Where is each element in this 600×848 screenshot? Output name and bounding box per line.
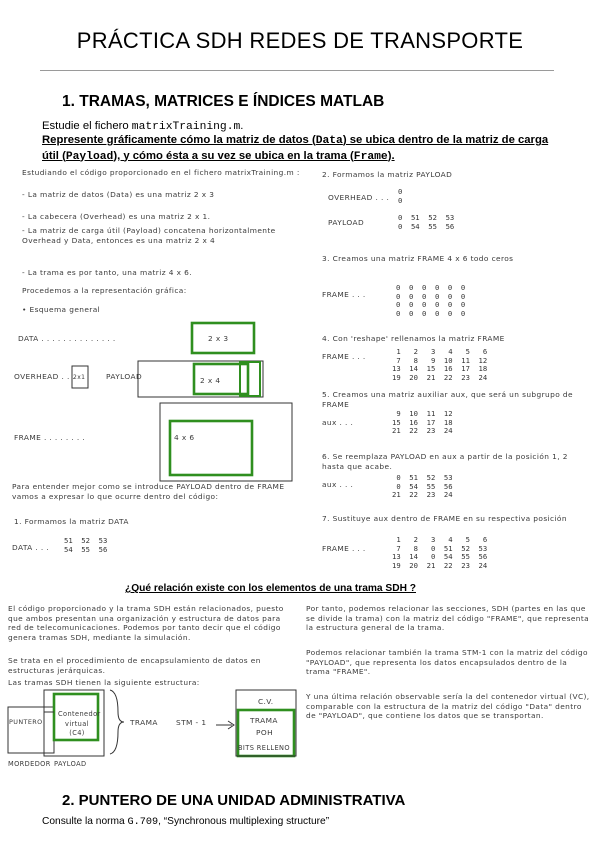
matrix-aux2: 0 51 52 53 0 54 55 56 21 22 23 24: [392, 473, 453, 500]
answer-left-p2: Se trata en el procedimiento de encapsulamiento de datos en estructuras jerárquicas.: [8, 656, 261, 675]
intro-prefix: Estudie el fichero: [42, 120, 132, 132]
sdh-poh-label: POH: [256, 728, 274, 737]
q1-code-data: Data: [315, 135, 343, 147]
matrix-overhead-label: OVERHEAD . . .: [328, 193, 390, 202]
notes-right-s2: 2. Formamos la matriz PAYLOAD: [322, 170, 453, 179]
q1-part4: ).: [387, 149, 395, 162]
notes-right-s3: 3. Creamos una matriz FRAME 4 x 6 todo ceros: [322, 254, 514, 263]
sdh-contenedor-label: Contenedor virtual (C4): [58, 710, 101, 737]
matrix-data: 51 52 53 54 55 56: [64, 536, 108, 554]
notes-left-p4: Para entender mejor como se introduce PAYLOAD dentro de FRAME vamos a expresar lo que ocurre dentro del código:: [12, 482, 285, 501]
consult-line: [42, 816, 329, 828]
notes-left-p5: 1. Formamos la matriz DATA: [14, 517, 129, 526]
sdh-stm-label: STM - 1: [176, 718, 207, 727]
matrix-frame-final-label: FRAME . . .: [322, 544, 366, 553]
notes-left-p1: Estudiando el código proporcionado en el fichero matrixTraining.m :: [22, 168, 300, 177]
sdh-trama-box-label: TRAMA: [250, 716, 278, 725]
notes-left-b3: - La matriz de carga útil (Payload) concatena horizontalmente Overhead y Data, entonces es una matriz 2 x 4: [22, 226, 276, 245]
notes-left-p2: Procedemos a la representación gráfica:: [22, 286, 187, 295]
consult-prefix: Consulte la norma: [42, 816, 128, 827]
data-label: DATA . . . . . . . . . . . . . .: [18, 334, 116, 343]
q1-code-payload: Payload: [65, 150, 114, 163]
sdh-trama-label: TRAMA: [130, 718, 158, 727]
answer-right-p2: Podemos relacionar también la trama STM-1 con la matriz del código "PAYLOAD", que representa los datos encapsulados dentro de la trama "FRAME".: [306, 648, 588, 676]
matrix-data-label: DATA . . .: [12, 543, 50, 552]
page-title: PRÁCTICA SDH REDES DE TRANSPORTE: [76, 28, 524, 53]
q1-code-frame: Frame: [353, 150, 388, 163]
answer-left-p3: Las tramas SDH tienen la siguiente estructura:: [8, 678, 200, 687]
sdh-brace: [110, 690, 124, 754]
consult-suffix: , “Synchronous multiplexing structure”: [158, 816, 330, 827]
answer-right-p1: Por tanto, podemos relacionar las secciones, SDH (partes en las que se divide la trama) con la matriz del código "FRAME", que representa la estructura general de la trama.: [306, 604, 590, 632]
matrix-frame-filled: 1 2 3 4 5 6 7 8 9 10 11 12 13 14 15 16 17 18 19 20 21 22 23 24: [392, 347, 488, 382]
notes-left-p3: • Esquema general: [22, 305, 101, 314]
q1-part1: Represente gráficamente cómo la matriz de datos (: [42, 134, 316, 146]
sdh-cv-label: C.V.: [258, 697, 274, 706]
sdh-footer-left: MORDEDOR: [8, 760, 51, 768]
q1-part2: ) se ubica dentro de la matriz de carga útil (: [42, 134, 549, 162]
matrix-aux: 9 10 11 12 15 16 17 18 21 22 23 24: [392, 409, 453, 436]
intro-suffix: .: [240, 120, 244, 132]
sdh-puntero-box: [8, 707, 54, 753]
intro-filename: matrixTraining.m: [131, 121, 241, 133]
frame-payload-box: [170, 421, 252, 475]
matrix-frame-filled-label: FRAME . . .: [322, 352, 366, 361]
answer-left-p1: El código proporcionado y la trama SDH están relacionados, puesto que ambos presentan una organización y estructura de datos para red de telecomunicaciones. Podemos por tanto decir que el código genera tramas SDH, mediante la simulación.: [8, 604, 284, 642]
payload-highlight: [240, 362, 260, 396]
answer-right-p3: Y una última relación observable sería la del contenedor virtual (VC), comparable con la estructura de la matriz del código "Data" dentro de "PAYLOAD", que contiene los datos que se transportan.: [306, 692, 590, 720]
sdh-bits-label: BITS RELLENO: [238, 744, 290, 752]
notes-right-s5: 5. Creamos una matriz auxiliar aux, que será un subgrupo de FRAME: [322, 390, 573, 409]
matrix-frame-zero: 0 0 0 0 0 0 0 0 0 0 0 0 0 0 0 0 0 0 0 0 0 0 0 0: [396, 283, 466, 318]
matrix-aux-label: aux . . .: [322, 418, 354, 427]
overhead-label: OVERHEAD . . .: [14, 372, 76, 381]
question-2: ¿Qué relación existe con los elementos de una trama SDH ?: [125, 583, 416, 594]
notes-right-s6: 6. Se reemplaza PAYLOAD en aux a partir de la posición 1, 2 hasta que acabe.: [322, 452, 568, 471]
matrix-payload: 0 51 52 53 0 54 55 56: [398, 213, 455, 231]
sdh-footer-right: PAYLOAD: [54, 760, 87, 768]
matrix-frame-final: 1 2 3 4 5 6 7 8 0 51 52 53 13 14 0 54 55 56 19 20 21 22 23 24: [392, 535, 488, 570]
consult-code: G.709: [127, 817, 159, 828]
notes-left-b2: - La cabecera (Overhead) es una matriz 2 x 1.: [22, 212, 211, 221]
matrix-frame-zero-label: FRAME . . .: [322, 290, 366, 299]
section2-heading: 2. PUNTERO DE UNA UNIDAD ADMINISTRATIVA: [62, 792, 406, 809]
payload-label: PAYLOAD: [106, 372, 143, 381]
overhead-dim: 2x1: [73, 374, 86, 381]
notes-left-b4: - La trama es por tanto, una matriz 4 x 6.: [22, 268, 192, 277]
matrix-payload-label: PAYLOAD: [328, 218, 365, 227]
data-dim: 2 x 3: [208, 334, 229, 343]
q1-part3: ), y cómo ésta a su vez se ubica en la trama (: [113, 149, 354, 162]
section1-heading: 1. TRAMAS, MATRICES E ÍNDICES MATLAB: [62, 93, 385, 110]
matrix-aux2-label: aux . . .: [322, 480, 354, 489]
matrix-overhead: 0 0: [398, 187, 403, 205]
notes-left-b1: - La matriz de datos (Data) es una matriz 2 x 3: [22, 190, 215, 199]
payload-dim: 2 x 4: [200, 376, 221, 385]
frame-dim: 4 x 6: [174, 433, 195, 442]
notes-right-s4: 4. Con 'reshape' rellenamos la matriz FRAME: [322, 334, 505, 343]
sdh-puntero-label: PUNTERO: [9, 718, 43, 726]
notes-right-s7: 7. Sustituye aux dentro de FRAME en su respectiva posición: [322, 514, 567, 523]
frame-label: FRAME . . . . . . . .: [14, 433, 86, 442]
